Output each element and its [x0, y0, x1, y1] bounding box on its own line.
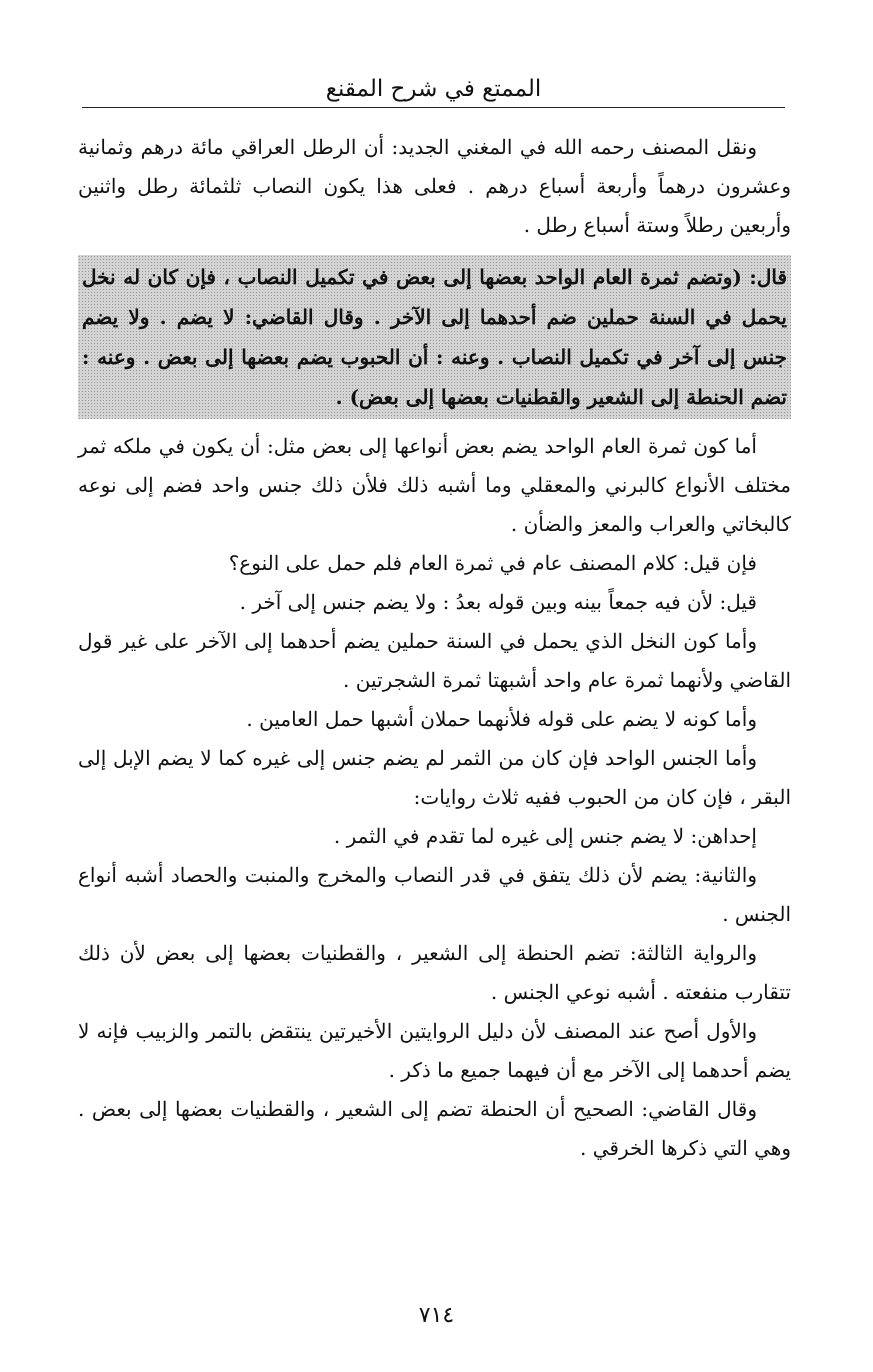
header-rule: [82, 107, 785, 108]
paragraph: وقال القاضي: الصحيح أن الحنطة تضم إلى الشعير ، والقطنيات بعضها إلى بعض . وهي التي ذكرها الخرقي .: [78, 1097, 791, 1160]
paragraph: وأما كون النخل الذي يحمل في السنة حملين يضم أحدهما إلى الآخر على غير قول القاضي ولأنهما ثمرة عام واحد أشبهتا ثمرة الشجرتين .: [78, 629, 791, 692]
matn-quote-text: قال: (وتضم ثمرة العام الواحد بعضها إلى بعض في تكميل النصاب ، فإن كان له نخل يحمل في السنة حملين ضم أحدهما إلى الآخر . وقال القاضي: لا يضم . ولا يضم جنس إلى آخر في تكميل النصاب . وعنه : أن الحبوب يضم بعضها إلى بعض . وعنه : تضم الحنطة إلى الشعير والقطنيات بعضها إلى بعض) .: [82, 265, 787, 409]
matn-quote-block: [78, 255, 791, 419]
page-body: [78, 128, 791, 1168]
running-header: الممتع في شرح المقنع: [325, 76, 542, 102]
paragraph: وأما كونه لا يضم على قوله فلأنهما حملان أشبها حمل العامين .: [246, 707, 757, 731]
page-number: ٧١٤: [418, 1303, 455, 1328]
paragraph: إحداهن: لا يضم جنس إلى غيره لما تقدم في الثمر .: [333, 824, 757, 848]
paragraph-intro: ونقل المصنف رحمه الله في المغني الجديد: أن الرطل العراقي مائة درهم وثمانية وعشرون درهماً وأربعة أسباع درهم . فعلى هذا يكون النصاب ثلثمائة رطل واثنين وأربعين رطلاً وستة أسباع رطل .: [78, 135, 791, 237]
paragraph: أما كون ثمرة العام الواحد يضم بعض أنواعها إلى بعض مثل: أن يكون في ملكه ثمر مختلف الأنواع كالبرني والمعقلي وما أشبه ذلك فلأن ذلك جنس واحد فضم إلى نوعه كالبخاتي والعراب والمعز والضأن .: [78, 434, 791, 536]
paragraph: وأما الجنس الواحد فإن كان من الثمر لم يضم جنس إلى غيره كما لا يضم الإبل إلى البقر ، فإن كان من الحبوب ففيه ثلاث روايات:: [78, 746, 791, 809]
paragraph: والثانية: يضم لأن ذلك يتفق في قدر النصاب والمخرج والمنبت والحصاد أشبه أنواع الجنس .: [78, 863, 791, 926]
paragraph: فإن قيل: كلام المصنف عام في ثمرة العام فلم حمل على النوع؟: [228, 551, 757, 575]
paragraph: والأول أصح عند المصنف لأن دليل الروايتين الأخيرتين ينتقض بالتمر والزبيب فإنه لا يضم أحدهما إلى الآخر مع أن فيهما جميع ما ذكر .: [78, 1019, 791, 1082]
paragraph: والرواية الثالثة: تضم الحنطة إلى الشعير ، والقطنيات بعضها إلى بعض لأن ذلك تتقارب منفعته . أشبه نوعي الجنس .: [78, 941, 791, 1004]
paragraph: قيل: لأن فيه جمعاً بينه وبين قوله بعدُ : ولا يضم جنس إلى آخر .: [239, 590, 757, 614]
